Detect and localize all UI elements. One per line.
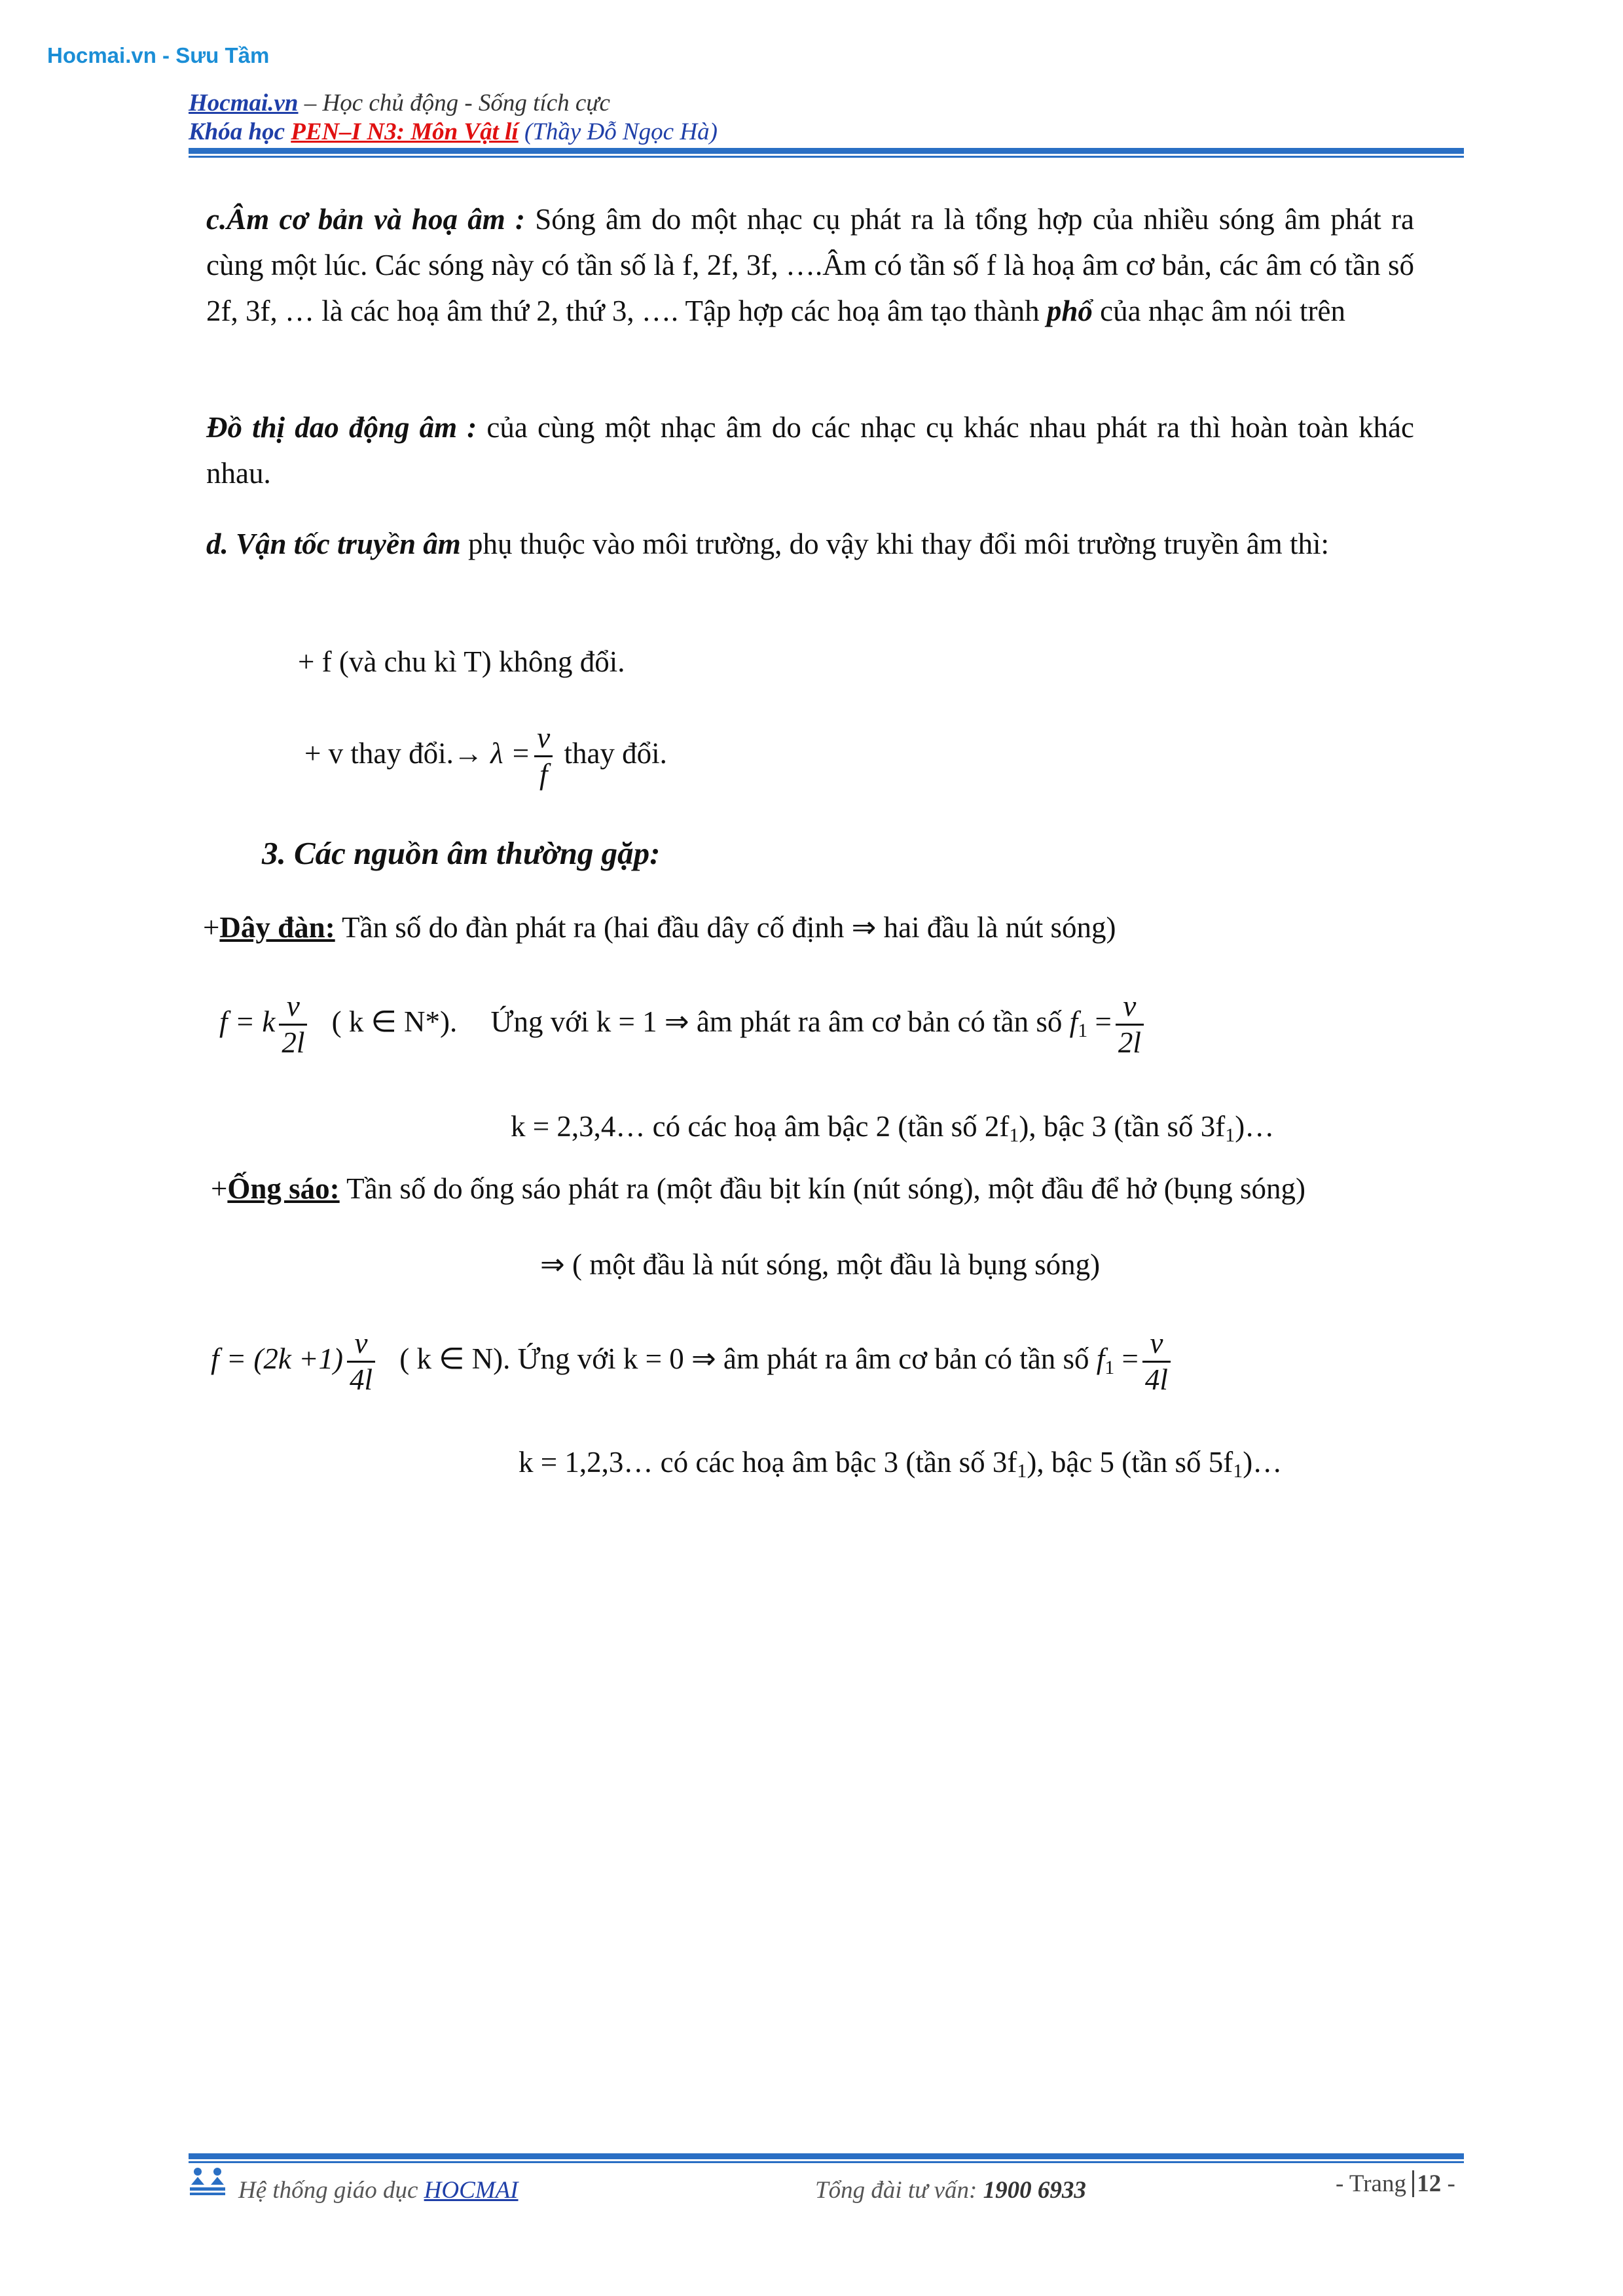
string-harmonics-sub-2: 1: [1225, 1124, 1235, 1146]
footer-brand-link[interactable]: HOCMAI: [424, 2177, 519, 2204]
string-denominator: 2l: [279, 1024, 307, 1058]
string-plus: +: [203, 911, 220, 944]
pipe-harmonics-sub-2: 1: [1233, 1460, 1243, 1482]
string-heading: [203, 910, 1116, 944]
string-f1-eq: =: [1087, 1005, 1112, 1038]
header-rule: [189, 148, 1464, 154]
section-c-text-1: Sóng âm do một nhạc cụ phát ra là tổng hợp của nhiều sóng âm phát ra cùng một lúc. Các sóng này có tần số là f, 2f, 3f, ….Âm có tần số f là hoạ âm cơ bản, các âm có tần số 2f, 3f, … là các hoạ âm thứ 2, thứ 3, …. Tập hợp các hoạ âm tạo thành: [206, 203, 1414, 327]
section-c-paragraph: [206, 196, 1414, 334]
course-link[interactable]: PEN–I N3: Môn Vật lí: [291, 118, 519, 145]
pipe-domain: ( k ∈ N).: [399, 1342, 511, 1375]
pipe-numerator: v: [354, 1327, 368, 1359]
header-line-2: [189, 118, 718, 146]
footer-rule-thin: [189, 2161, 1464, 2163]
site-link[interactable]: Hocmai.vn: [189, 90, 299, 117]
string-harmonics-end: )…: [1235, 1110, 1275, 1143]
string-harmonics-mid: ), bậc 3 (tần số 3f: [1019, 1110, 1226, 1143]
teacher: (Thầy Đỗ Ngọc Hà): [518, 118, 718, 145]
section-d-paragraph: [206, 521, 1414, 567]
pipe-heading: [211, 1172, 1305, 1206]
header-line-1: [189, 89, 610, 117]
pipe-harmonics-mid: ), bậc 5 (tần số 5f: [1027, 1446, 1233, 1479]
hotline-prefix: Tổng đài tư vấn:: [815, 2177, 983, 2204]
pipe-text: Tần số do ống sáo phát ra (một đầu bịt kín (nút sóng), một đầu để hở (bụng sóng): [339, 1172, 1305, 1205]
string-text: Tần số do đàn phát ra (hai đầu dây cố định ⇒ hai đầu là nút sóng): [335, 911, 1116, 944]
course-prefix: Khóa học: [189, 118, 291, 145]
pipe-harmonics-pre: k = 1,2,3… có các hoạ âm bậc 3 (tần số 3f: [519, 1446, 1017, 1479]
string-case: Ứng với k = 1 ⇒ âm phát ra âm cơ bản có tần số: [490, 1005, 1070, 1038]
string-harmonics-sub-1: 1: [1009, 1124, 1019, 1146]
pipe-f1-fraction: [1142, 1329, 1171, 1395]
page-prefix: - Trang: [1336, 2170, 1413, 2197]
pipe-label: Ống sáo:: [227, 1172, 340, 1205]
pipe-harmonics-sub-1: 1: [1017, 1460, 1027, 1482]
pipe-f1-sub: 1: [1104, 1356, 1115, 1378]
lambda-fraction: [534, 723, 553, 789]
hotline-number: 1900 6933: [983, 2177, 1086, 2204]
string-f1-denominator: 2l: [1116, 1024, 1144, 1058]
pipe-f1: f: [1096, 1342, 1105, 1375]
page-number-value: 12: [1412, 2170, 1441, 2197]
footer-prefix: Hệ thống giáo dục: [238, 2177, 424, 2204]
string-f1-fraction: [1116, 992, 1144, 1058]
bullet-velocity-post: thay đổi.: [556, 736, 667, 770]
pipe-harmonics-end: )…: [1243, 1446, 1283, 1479]
pipe-formula-lhs: f = (2k +1): [211, 1342, 343, 1375]
graph-text: của cùng một nhạc âm do các nhạc cụ khác nhau phát ra thì hoàn toàn khác nhau.: [206, 411, 1414, 490]
pipe-fraction: [347, 1329, 375, 1395]
section-c-title: c.Âm cơ bản và hoạ âm :: [206, 203, 525, 236]
footer-left: [238, 2176, 519, 2204]
string-f1-sub: 1: [1078, 1019, 1088, 1041]
string-harmonics-pre: k = 2,3,4… có các hoạ âm bậc 2 (tần số 2f: [511, 1110, 1010, 1143]
pipe-consequence: ⇒ ( một đầu là nút sóng, một đầu là bụng sóng): [540, 1248, 1101, 1281]
page-number: [1336, 2170, 1455, 2198]
pipe-f1-eq: =: [1114, 1342, 1139, 1375]
slogan: – Học chủ động - Sống tích cực: [298, 90, 610, 117]
header-rule-thin: [189, 156, 1464, 158]
section-d-text: phụ thuộc vào môi trường, do vậy khi thay đổi môi trường truyền âm thì:: [460, 528, 1330, 560]
lambda-symbol: λ =: [490, 736, 531, 770]
footer-rule: [189, 2153, 1464, 2159]
graph-paragraph: [206, 404, 1414, 496]
watermark: Hocmai.vn - Sưu Tầm: [47, 43, 270, 67]
string-label: Dây đàn:: [219, 911, 335, 944]
string-numerator: v: [286, 990, 300, 1022]
string-f1-numerator: v: [1123, 990, 1137, 1022]
section-d-title: d. Vận tốc truyền âm: [206, 528, 461, 560]
section-c-text-2: của nhạc âm nói trên: [1092, 295, 1345, 327]
footer-hotline: [815, 2176, 1086, 2204]
lambda-numerator: v: [537, 721, 551, 754]
graph-title: Đồ thị dao động âm :: [206, 411, 477, 444]
lambda-denominator: f: [534, 755, 553, 789]
page-suffix: -: [1441, 2170, 1455, 2197]
bullet-velocity-pre: + v thay đổi.→: [304, 736, 491, 770]
pipe-harmonics: [519, 1445, 1282, 1482]
string-f1: f: [1069, 1005, 1078, 1038]
section-3-title: 3. Các nguồn âm thường gặp:: [262, 835, 661, 871]
pipe-f1-denominator: 4l: [1142, 1361, 1171, 1395]
string-harmonics: [511, 1109, 1274, 1147]
bullet-frequency: + f (và chu kì T) không đổi.: [298, 645, 625, 678]
pipe-f1-numerator: v: [1150, 1327, 1163, 1359]
string-fraction: [279, 992, 307, 1058]
section-c-term: phổ: [1046, 295, 1093, 327]
string-formula: [219, 992, 1148, 1058]
hocmai-logo-icon: [189, 2165, 227, 2198]
bullet-velocity: [304, 723, 667, 789]
string-formula-lhs: f = k: [219, 1005, 276, 1038]
pipe-case: Ứng với k = 0 ⇒ âm phát ra âm cơ bản có tần số: [510, 1342, 1097, 1375]
pipe-plus: +: [211, 1172, 228, 1205]
string-domain: ( k ∈ N*).: [331, 1005, 458, 1038]
pipe-denominator: 4l: [347, 1361, 375, 1395]
pipe-formula: [211, 1329, 1175, 1395]
